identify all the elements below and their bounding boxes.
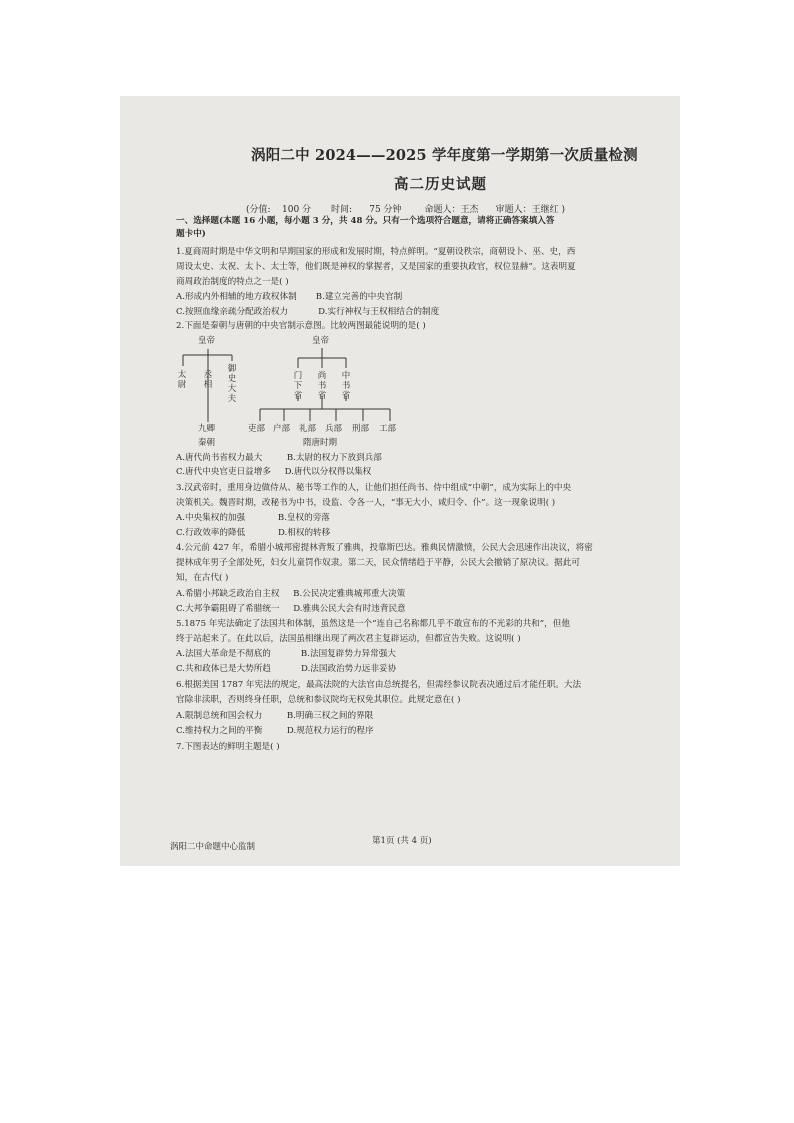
tang-menxia-label: 门下省	[293, 371, 303, 401]
q1-stem-line3: 商周政治制度的特点之一是( )	[176, 277, 289, 287]
tang-emperor-label: 皇帝	[312, 336, 330, 346]
footer-source: 涡阳二中命题中心监制	[170, 842, 256, 852]
section-heading-line2: 题卡中)	[176, 229, 206, 239]
q4-stem-line3: 知，在古代( )	[176, 573, 229, 583]
q6-options-ab: A.限制总统和国会权力 B.明确三权之间的界限	[176, 711, 374, 721]
q1-stem-line1: 1.夏商周时期是中华文明和早期国家的形成和发展时期，特点鲜明。“夏朝设秩宗，商朝设卜、巫、史，西	[176, 247, 576, 257]
qin-taiwei-label: 太尉	[177, 370, 187, 390]
tang-ministry-label: 兵部	[325, 424, 343, 434]
tang-ministry-label: 工部	[379, 424, 397, 434]
q4-options-cd: C.大邦争霸阻碍了希腊统一 D.雅典公民大会有时违背民意	[176, 604, 406, 614]
tang-zhongshu-label: 中书省	[341, 371, 351, 401]
q4-stem-line2: 提林成年男子全部处死，妇女儿童罚作奴隶。第二天，民众情绪趋于平静，公民大会撤销了原决议。据此可	[176, 558, 580, 568]
q3-stem-line2: 决策机关。魏晋时期，改秘书为中书，设监、令各一人，“事无大小，咸归令、仆”。这一现象说明( )	[176, 498, 556, 508]
q6-stem-line1: 6.根据美国 1787 年宪法的规定，最高法院的大法官由总统提名，但需经参议院表决通过后才能任职。大法	[176, 680, 582, 690]
q5-options-cd: C.共和政体已是大势所趋 D.法国政治势力远非妥协	[176, 664, 397, 674]
q3-options-ab: A.中央集权的加强 B.皇权的旁落	[176, 513, 330, 523]
page-number: 第1页 (共 4 页)	[372, 836, 432, 846]
q5-stem-line1: 5.1875 年宪法确定了法国共和体制，虽然这是一个“连自己名称都几乎不敢宣布的不光彩的共和”，但他	[176, 619, 570, 629]
exam-meta-info: (分值: 100 分 时间: 75 分钟 命题人：王杰 审题人：王继红 )	[246, 205, 565, 215]
q1-options-cd: C.按照血缘亲疏分配政治权力 D.实行神权与王权相结合的制度	[176, 307, 440, 317]
exam-subtitle: 高二历史试题	[394, 176, 487, 193]
q2-options-ab: A.唐代尚书省权力最大 B.太尉的权力下放到兵部	[176, 453, 382, 463]
tang-ministry-label: 吏部	[248, 424, 266, 434]
q5-options-ab: A.法国大革命是不彻底的 B.法国复辟势力异常强大	[176, 649, 396, 659]
exam-title: 涡阳二中 2024——2025 学年度第一学期第一次质量检测	[251, 147, 638, 164]
qin-chengxiang-label: 丞相	[203, 370, 213, 390]
q1-options-ab: A.形成内外相辅的地方政权体制 B.建立完善的中央官制	[176, 292, 403, 302]
q2-options-cd: C.唐代中央官吏日益增多 D.唐代以分权得以集权	[176, 467, 372, 477]
tang-caption: 隋唐时期	[303, 438, 338, 448]
q7-stem: 7.下图表达的鲜明主题是( )	[176, 742, 280, 752]
qin-caption: 秦朝	[198, 438, 216, 448]
exam-sheet-continued	[176, 96, 624, 866]
q2-stem: 2.下面是秦朝与唐朝的中央官制示意图。比较两图最能说明的是( )	[176, 321, 426, 331]
q3-options-cd: C.行政效率的降低 D.相权的转移	[176, 528, 331, 538]
scanned-exam-photo	[120, 96, 680, 866]
tang-ministry-label: 刑部	[352, 424, 370, 434]
q6-options-cd: C.维持权力之间的平衡 D.规范权力运行的程序	[176, 726, 374, 736]
qin-jiuqing-label: 九卿	[198, 424, 216, 434]
tang-ministry-label: 礼部	[299, 424, 317, 434]
q4-options-ab: A.希腊小邦缺乏政治自主权 B.公民决定雅典城邦重大决策	[176, 589, 406, 599]
tang-shangshu-label: 尚书省	[317, 371, 327, 401]
tang-ministry-label: 户部	[273, 424, 291, 434]
q1-stem-line2: 周设太史、太祝、太卜、太士等，他们既是神权的掌握者，又是国家的重要执政官，权位显赫”。这表明夏	[176, 262, 576, 272]
q6-stem-line2: 官除非渎职，否则终身任职，总统和参议院均无权免其职位。此规定意在( )	[176, 695, 461, 705]
qin-emperor-label: 皇帝	[198, 336, 216, 346]
q3-stem-line1: 3.汉武帝时，重用身边做侍从、秘书等工作的人，让他们担任尚书、侍中组成“中朝”，成为实际上的中央	[176, 483, 572, 493]
section-heading-line1: 一、选择题(本题 16 小题，每小题 3 分，共 48 分。只有一个选项符合题意，请将正确答案填入答	[176, 216, 555, 226]
qin-yushi-label: 御史大夫	[227, 364, 237, 404]
q5-stem-line2: 终于站起来了。在此以后，法国虽相继出现了两次君主复辟运动，但都宣告失败。这说明( )	[176, 634, 521, 644]
q4-stem-line1: 4.公元前 427 年，希腊小城邦密提林背叛了雅典，投靠斯巴达。雅典民情激愤，公民大会迅速作出决议，将密	[176, 543, 593, 553]
